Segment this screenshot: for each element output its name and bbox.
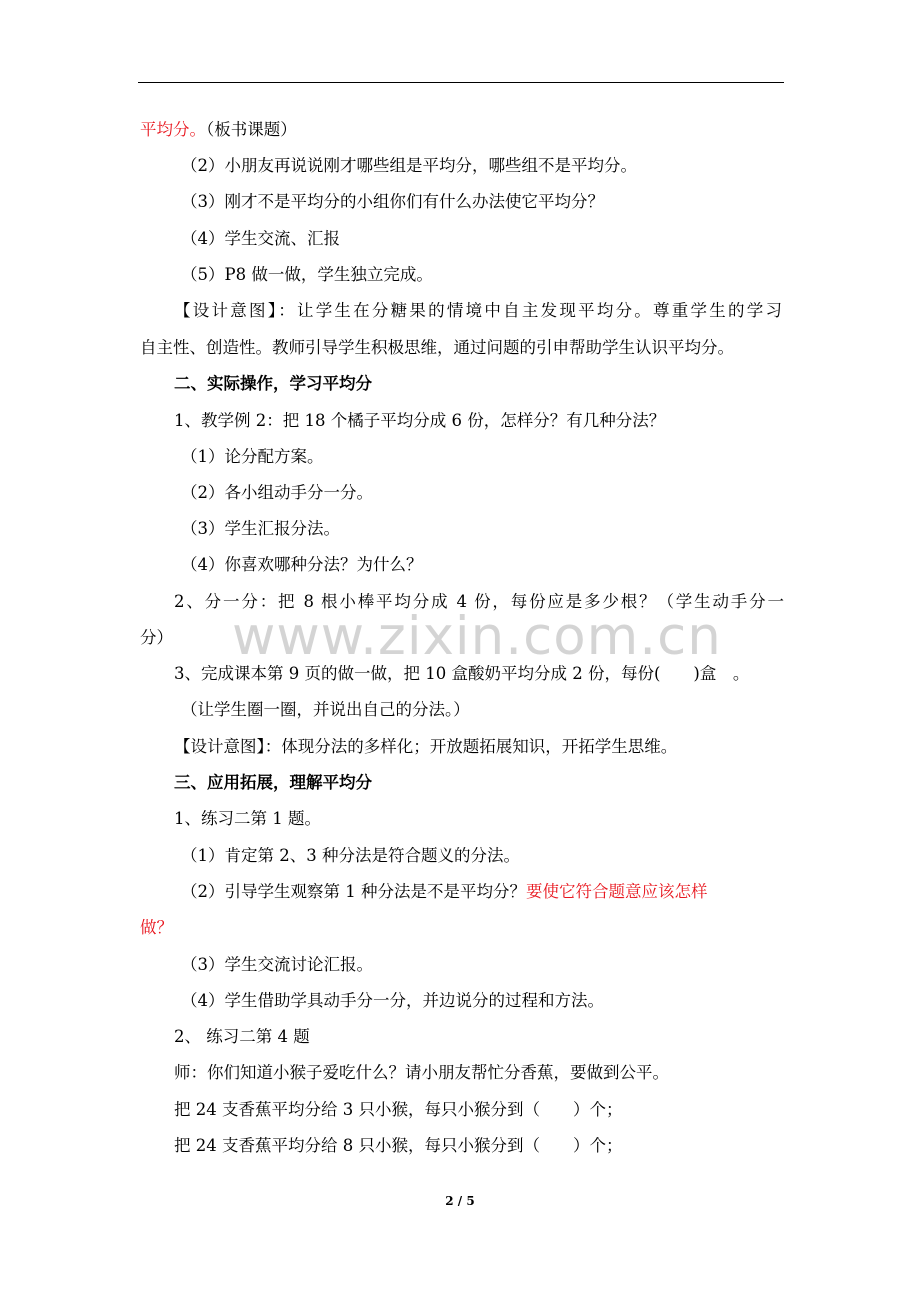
highlighted-text: 平均分。 <box>140 120 206 139</box>
text-line: 1、教学例 2：把 18 个橘子平均分成 6 份，怎样分？有几种分法？ <box>174 411 666 430</box>
text-line: 把 24 支香蕉平均分给 8 只小猴，每只小猴分到（ ）个； <box>174 1136 623 1155</box>
text-line: 2、 练习二第 4 题 <box>174 1027 310 1046</box>
text-line: （3）刚才不是平均分的小组你们有什么办法使它平均分？ <box>181 192 604 211</box>
highlighted-text: 要使它符合题意应该怎样 <box>526 882 708 901</box>
text-line: （5）P8 做一做，学生独立完成。 <box>181 265 433 284</box>
text-line: （2）小朋友再说说刚才哪些组是平均分，哪些组不是平均分。 <box>181 156 637 175</box>
highlighted-text: 做？ <box>140 918 173 937</box>
text-line: 2、分一分：把 8 根小棒平均分成 4 份，每份应是多少根？（学生动手分一 <box>174 592 784 611</box>
section-heading: 三、应用拓展，理解平均分 <box>174 773 372 792</box>
section-heading: 二、实际操作，学习平均分 <box>174 374 372 393</box>
text-span: （板书课题） <box>206 120 297 139</box>
text-line: （2）各小组动手分一分。 <box>181 483 373 502</box>
text-line: 【设计意图】：体现分法的多样化；开放题拓展知识，开拓学生思维。 <box>174 737 678 756</box>
text-line: （3）学生交流讨论汇报。 <box>181 955 373 974</box>
page-number: 2 / 5 <box>445 1194 475 1208</box>
text-line: （1）肯定第 2、3 种分法是符合题义的分法。 <box>181 846 520 865</box>
text-line: （4）学生借助学具动手分一分，并边说分的过程和方法。 <box>181 991 604 1010</box>
text-line <box>140 119 297 141</box>
text-line: 分） <box>140 628 173 647</box>
text-line: 自主性、创造性。教师引导学生积极思维，通过问题的引申帮助学生认识平均分。 <box>140 338 734 357</box>
header-rule <box>138 82 784 83</box>
text-line: 师：你们知道小猴子爱吃什么？请小朋友帮忙分香蕉，要做到公平。 <box>174 1063 669 1082</box>
text-line: 把 24 支香蕉平均分给 3 只小猴，每只小猴分到（ ）个； <box>174 1100 623 1119</box>
text-line: （1）论分配方案。 <box>181 447 324 466</box>
text-line: （让学生圈一圈，并说出自己的分法。） <box>181 700 470 719</box>
text-line: （4）你喜欢哪种分法？为什么？ <box>181 555 423 574</box>
watermark: www.zixin.com.cn <box>232 606 722 667</box>
text-line: 3、完成课本第 9 页的做一做，把 10 盒酸奶平均分成 2 份，每份( )盒 。 <box>174 664 750 683</box>
text-line: （4）学生交流、汇报 <box>181 229 340 248</box>
text-line: 【设计意图】：让学生在分糖果的情境中自主发现平均分。尊重学生的学习 <box>174 301 782 320</box>
text-line: 1、练习二第 1 题。 <box>174 809 321 828</box>
text-line: （3）学生汇报分法。 <box>181 519 340 538</box>
text-span: （2）引导学生观察第 1 种分法是不是平均分？ <box>181 882 526 901</box>
text-line <box>181 881 708 903</box>
